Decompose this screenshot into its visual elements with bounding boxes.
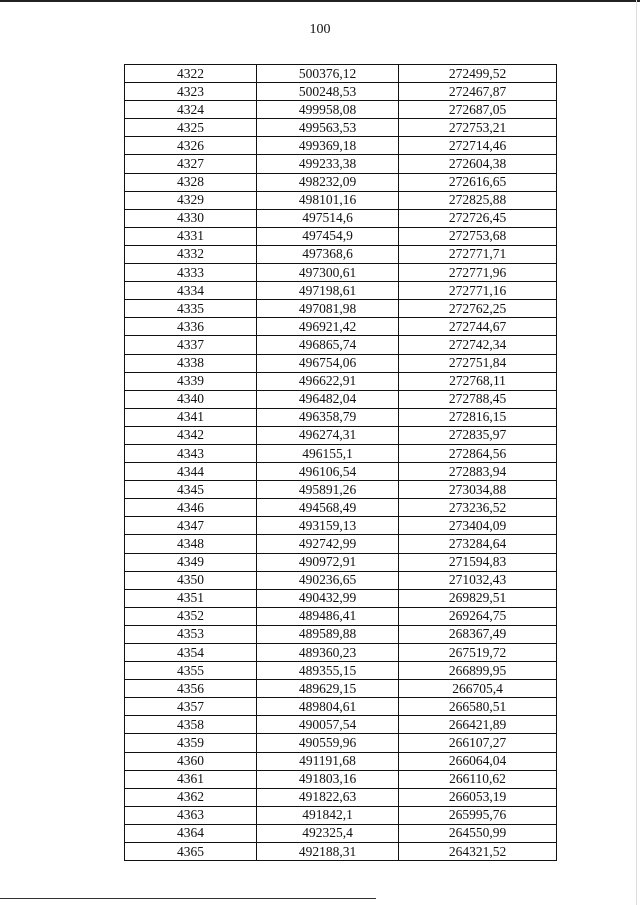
table-row — [125, 318, 557, 336]
y-coordinate-cell: 272788,45 — [399, 390, 557, 408]
table-row — [125, 119, 557, 137]
point-number-cell: 4363 — [125, 806, 257, 824]
point-number-cell: 4335 — [125, 300, 257, 318]
point-number-cell: 4332 — [125, 245, 257, 263]
table-row — [125, 680, 557, 698]
point-number-cell: 4347 — [125, 517, 257, 535]
table-row — [125, 155, 557, 173]
point-number-cell: 4338 — [125, 354, 257, 372]
x-coordinate-cell: 496155,1 — [257, 444, 399, 462]
point-number-cell: 4353 — [125, 625, 257, 643]
x-coordinate-cell: 494568,49 — [257, 499, 399, 517]
table-row — [125, 481, 557, 499]
point-number-cell: 4361 — [125, 770, 257, 788]
table-row — [125, 83, 557, 101]
right-edge-line — [636, 0, 637, 905]
table-row — [125, 625, 557, 643]
y-coordinate-cell: 272762,25 — [399, 300, 557, 318]
point-number-cell: 4339 — [125, 372, 257, 390]
table-row — [125, 463, 557, 481]
y-coordinate-cell: 266064,04 — [399, 752, 557, 770]
x-coordinate-cell: 496921,42 — [257, 318, 399, 336]
y-coordinate-cell: 272744,67 — [399, 318, 557, 336]
y-coordinate-cell: 264550,99 — [399, 824, 557, 842]
x-coordinate-cell: 489360,23 — [257, 644, 399, 662]
y-coordinate-cell: 268367,49 — [399, 625, 557, 643]
table-row — [125, 390, 557, 408]
y-coordinate-cell: 264321,52 — [399, 843, 557, 861]
x-coordinate-cell: 500376,12 — [257, 65, 399, 83]
y-coordinate-cell: 272467,87 — [399, 83, 557, 101]
x-coordinate-cell: 490432,99 — [257, 589, 399, 607]
point-number-cell: 4350 — [125, 571, 257, 589]
point-number-cell: 4334 — [125, 282, 257, 300]
x-coordinate-cell: 491822,63 — [257, 788, 399, 806]
page-number: 100 — [309, 22, 331, 37]
y-coordinate-cell: 273284,64 — [399, 535, 557, 553]
y-coordinate-cell: 272616,65 — [399, 173, 557, 191]
x-coordinate-cell: 500248,53 — [257, 83, 399, 101]
x-coordinate-cell: 489486,41 — [257, 607, 399, 625]
table-row — [125, 209, 557, 227]
table-row — [125, 716, 557, 734]
x-coordinate-cell: 495891,26 — [257, 481, 399, 499]
coordinates-table — [124, 64, 557, 861]
y-coordinate-cell: 272742,34 — [399, 336, 557, 354]
y-coordinate-cell: 272771,96 — [399, 264, 557, 282]
table-row — [125, 607, 557, 625]
x-coordinate-cell: 497454,9 — [257, 227, 399, 245]
table-row — [125, 173, 557, 191]
table-row — [125, 408, 557, 426]
y-coordinate-cell: 272768,11 — [399, 372, 557, 390]
table-row — [125, 752, 557, 770]
y-coordinate-cell: 272835,97 — [399, 426, 557, 444]
x-coordinate-cell: 492742,99 — [257, 535, 399, 553]
table-row — [125, 300, 557, 318]
x-coordinate-cell: 499563,53 — [257, 119, 399, 137]
x-coordinate-cell: 496358,79 — [257, 408, 399, 426]
y-coordinate-cell: 272753,68 — [399, 227, 557, 245]
table-row — [125, 571, 557, 589]
y-coordinate-cell: 266053,19 — [399, 788, 557, 806]
y-coordinate-cell: 271594,83 — [399, 553, 557, 571]
y-coordinate-cell: 269829,51 — [399, 589, 557, 607]
x-coordinate-cell: 496274,31 — [257, 426, 399, 444]
point-number-cell: 4349 — [125, 553, 257, 571]
table-row — [125, 589, 557, 607]
top-border-line — [0, 0, 640, 2]
table-row — [125, 372, 557, 390]
table-row — [125, 517, 557, 535]
point-number-cell: 4344 — [125, 463, 257, 481]
y-coordinate-cell: 272883,94 — [399, 463, 557, 481]
point-number-cell: 4346 — [125, 499, 257, 517]
x-coordinate-cell: 499233,38 — [257, 155, 399, 173]
point-number-cell: 4323 — [125, 83, 257, 101]
x-coordinate-cell: 496754,06 — [257, 354, 399, 372]
x-coordinate-cell: 491842,1 — [257, 806, 399, 824]
point-number-cell: 4336 — [125, 318, 257, 336]
y-coordinate-cell: 272771,71 — [399, 245, 557, 263]
y-coordinate-cell: 266705,4 — [399, 680, 557, 698]
coordinates-table-body — [125, 65, 557, 861]
x-coordinate-cell: 490559,96 — [257, 734, 399, 752]
x-coordinate-cell: 497368,6 — [257, 245, 399, 263]
table-row — [125, 227, 557, 245]
x-coordinate-cell: 490057,54 — [257, 716, 399, 734]
point-number-cell: 4351 — [125, 589, 257, 607]
point-number-cell: 4360 — [125, 752, 257, 770]
y-coordinate-cell: 272499,52 — [399, 65, 557, 83]
y-coordinate-cell: 272825,88 — [399, 191, 557, 209]
point-number-cell: 4330 — [125, 209, 257, 227]
point-number-cell: 4345 — [125, 481, 257, 499]
y-coordinate-cell: 273236,52 — [399, 499, 557, 517]
point-number-cell: 4341 — [125, 408, 257, 426]
x-coordinate-cell: 496622,91 — [257, 372, 399, 390]
x-coordinate-cell: 496482,04 — [257, 390, 399, 408]
x-coordinate-cell: 489804,61 — [257, 698, 399, 716]
table-row — [125, 644, 557, 662]
x-coordinate-cell: 490236,65 — [257, 571, 399, 589]
x-coordinate-cell: 491191,68 — [257, 752, 399, 770]
y-coordinate-cell: 269264,75 — [399, 607, 557, 625]
point-number-cell: 4358 — [125, 716, 257, 734]
y-coordinate-cell: 272714,46 — [399, 137, 557, 155]
point-number-cell: 4348 — [125, 535, 257, 553]
footer-rule — [0, 898, 376, 899]
table-row — [125, 282, 557, 300]
point-number-cell: 4337 — [125, 336, 257, 354]
point-number-cell: 4357 — [125, 698, 257, 716]
table-row — [125, 499, 557, 517]
point-number-cell: 4352 — [125, 607, 257, 625]
table-row — [125, 426, 557, 444]
y-coordinate-cell: 266421,89 — [399, 716, 557, 734]
x-coordinate-cell: 496106,54 — [257, 463, 399, 481]
x-coordinate-cell: 490972,91 — [257, 553, 399, 571]
point-number-cell: 4326 — [125, 137, 257, 155]
point-number-cell: 4365 — [125, 843, 257, 861]
point-number-cell: 4327 — [125, 155, 257, 173]
point-number-cell: 4329 — [125, 191, 257, 209]
point-number-cell: 4343 — [125, 444, 257, 462]
x-coordinate-cell: 492325,4 — [257, 824, 399, 842]
point-number-cell: 4328 — [125, 173, 257, 191]
x-coordinate-cell: 498232,09 — [257, 173, 399, 191]
point-number-cell: 4333 — [125, 264, 257, 282]
y-coordinate-cell: 272816,15 — [399, 408, 557, 426]
point-number-cell: 4342 — [125, 426, 257, 444]
table-row — [125, 191, 557, 209]
point-number-cell: 4325 — [125, 119, 257, 137]
x-coordinate-cell: 489355,15 — [257, 662, 399, 680]
x-coordinate-cell: 497514,6 — [257, 209, 399, 227]
table-row — [125, 843, 557, 861]
y-coordinate-cell: 266107,27 — [399, 734, 557, 752]
y-coordinate-cell: 272751,84 — [399, 354, 557, 372]
table-row — [125, 662, 557, 680]
y-coordinate-cell: 267519,72 — [399, 644, 557, 662]
y-coordinate-cell: 272726,45 — [399, 209, 557, 227]
point-number-cell: 4324 — [125, 101, 257, 119]
x-coordinate-cell: 497198,61 — [257, 282, 399, 300]
x-coordinate-cell: 498101,16 — [257, 191, 399, 209]
y-coordinate-cell: 271032,43 — [399, 571, 557, 589]
point-number-cell: 4331 — [125, 227, 257, 245]
y-coordinate-cell: 272687,05 — [399, 101, 557, 119]
point-number-cell: 4359 — [125, 734, 257, 752]
table-row — [125, 137, 557, 155]
y-coordinate-cell: 266580,51 — [399, 698, 557, 716]
y-coordinate-cell: 272771,16 — [399, 282, 557, 300]
x-coordinate-cell: 497081,98 — [257, 300, 399, 318]
point-number-cell: 4362 — [125, 788, 257, 806]
y-coordinate-cell: 266110,62 — [399, 770, 557, 788]
x-coordinate-cell: 493159,13 — [257, 517, 399, 535]
table-row — [125, 806, 557, 824]
table-row — [125, 553, 557, 571]
point-number-cell: 4354 — [125, 644, 257, 662]
x-coordinate-cell: 489629,15 — [257, 680, 399, 698]
y-coordinate-cell: 272864,56 — [399, 444, 557, 462]
table-row — [125, 824, 557, 842]
y-coordinate-cell: 272753,21 — [399, 119, 557, 137]
point-number-cell: 4355 — [125, 662, 257, 680]
table-row — [125, 336, 557, 354]
x-coordinate-cell: 496865,74 — [257, 336, 399, 354]
y-coordinate-cell: 266899,95 — [399, 662, 557, 680]
point-number-cell: 4322 — [125, 65, 257, 83]
table-row — [125, 245, 557, 263]
table-row — [125, 535, 557, 553]
table-row — [125, 264, 557, 282]
table-row — [125, 65, 557, 83]
x-coordinate-cell: 489589,88 — [257, 625, 399, 643]
point-number-cell: 4364 — [125, 824, 257, 842]
x-coordinate-cell: 491803,16 — [257, 770, 399, 788]
table-row — [125, 734, 557, 752]
y-coordinate-cell: 273034,88 — [399, 481, 557, 499]
table-row — [125, 101, 557, 119]
y-coordinate-cell: 273404,09 — [399, 517, 557, 535]
x-coordinate-cell: 499369,18 — [257, 137, 399, 155]
point-number-cell: 4340 — [125, 390, 257, 408]
y-coordinate-cell: 272604,38 — [399, 155, 557, 173]
x-coordinate-cell: 492188,31 — [257, 843, 399, 861]
table-row — [125, 788, 557, 806]
table-row — [125, 354, 557, 372]
x-coordinate-cell: 499958,08 — [257, 101, 399, 119]
y-coordinate-cell: 265995,76 — [399, 806, 557, 824]
table-row — [125, 698, 557, 716]
x-coordinate-cell: 497300,61 — [257, 264, 399, 282]
table-row — [125, 444, 557, 462]
table-row — [125, 770, 557, 788]
point-number-cell: 4356 — [125, 680, 257, 698]
